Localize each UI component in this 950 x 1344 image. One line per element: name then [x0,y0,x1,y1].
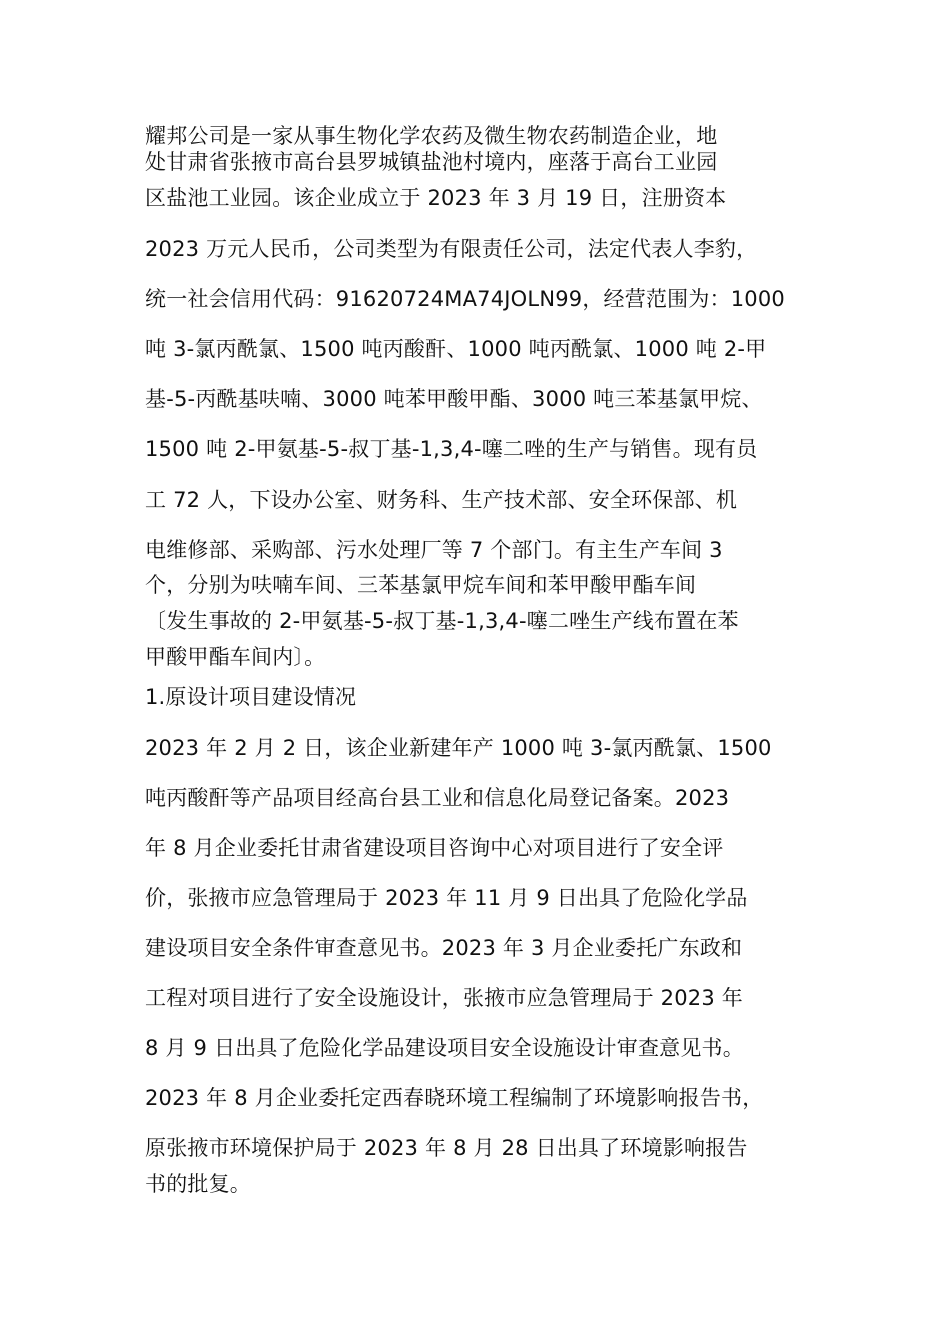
paragraph2-line: 吨丙酸酐等产品项目经高台县工业和信息化局登记备案。2023 [145,786,730,810]
paragraph1-line: 基-5-丙酰基呋喃、3000 吨苯甲酸甲酯、3000 吨三苯基氯甲烷、 [145,387,763,411]
paragraph1-line: 2023 万元人民币，公司类型为有限责任公司，法定代表人李豹， [145,237,758,261]
paragraph1-line: 1500 吨 2-甲氨基-5-叔丁基-1,3,4-噻二唑的生产与销售。现有员 [145,437,758,461]
paragraph2-line: 2023 年 2 月 2 日，该企业新建年产 1000 吨 3-氯丙酰氯、1500 [145,736,772,760]
paragraph1-line: 工 72 人，下设办公室、财务科、生产技术部、安全环保部、机 [145,488,738,512]
section-heading: 1.原设计项目建设情况 [145,685,357,709]
paragraph2-line: 原张掖市环境保护局于 2023 年 8 月 28 日出具了环境影响报告 [145,1136,748,1160]
paragraph1-line: 电维修部、采购部、污水处理厂等 7 个部门。有主生产车间 3 [145,538,723,562]
paragraph1-line: 耀邦公司是一家从事生物化学农药及微生物农药制造企业，地 [145,124,718,148]
paragraph2-line: 8 月 9 日出具了危险化学品建设项目安全设施设计审查意见书。 [145,1036,744,1060]
paragraph1-line: 区盐池工业园。该企业成立于 2023 年 3 月 19 日，注册资本 [145,186,727,210]
paragraph1-line: 甲酸甲酯车间内〕。 [145,645,326,669]
paragraph2-line: 年 8 月企业委托甘肃省建设项目咨询中心对项目进行了安全评 [145,836,724,860]
paragraph1-line: 处甘肃省张掖市高台县罗城镇盐池村境内，座落于高台工业园 [145,150,718,174]
paragraph2-line: 书的批复。 [145,1172,251,1196]
paragraph2-line: 价，张掖市应急管理局于 2023 年 11 月 9 日出具了危险化学品 [145,886,748,910]
paragraph1-line: 个，分别为呋喃车间、三苯基氯甲烷车间和苯甲酸甲酯车间 [145,573,697,597]
paragraph2-line: 2023 年 8 月企业委托定西春晓环境工程编制了环境影响报告书， [145,1086,764,1110]
paragraph2-line: 工程对项目进行了安全设施设计，张掖市应急管理局于 2023 年 [145,986,743,1010]
paragraph2-line: 建设项目安全条件审查意见书。2023 年 3 月企业委托广东政和 [145,936,743,960]
paragraph1-line: 〔发生事故的 2-甲氨基-5-叔丁基-1,3,4-噻二唑生产线布置在苯 [145,609,739,633]
paragraph1-line: 吨 3-氯丙酰氯、1500 吨丙酸酐、1000 吨丙酰氯、1000 吨 2-甲 [145,337,767,361]
paragraph1-line: 统一社会信用代码：91620724MA74JOLN99，经营范围为：1000 [145,287,785,311]
